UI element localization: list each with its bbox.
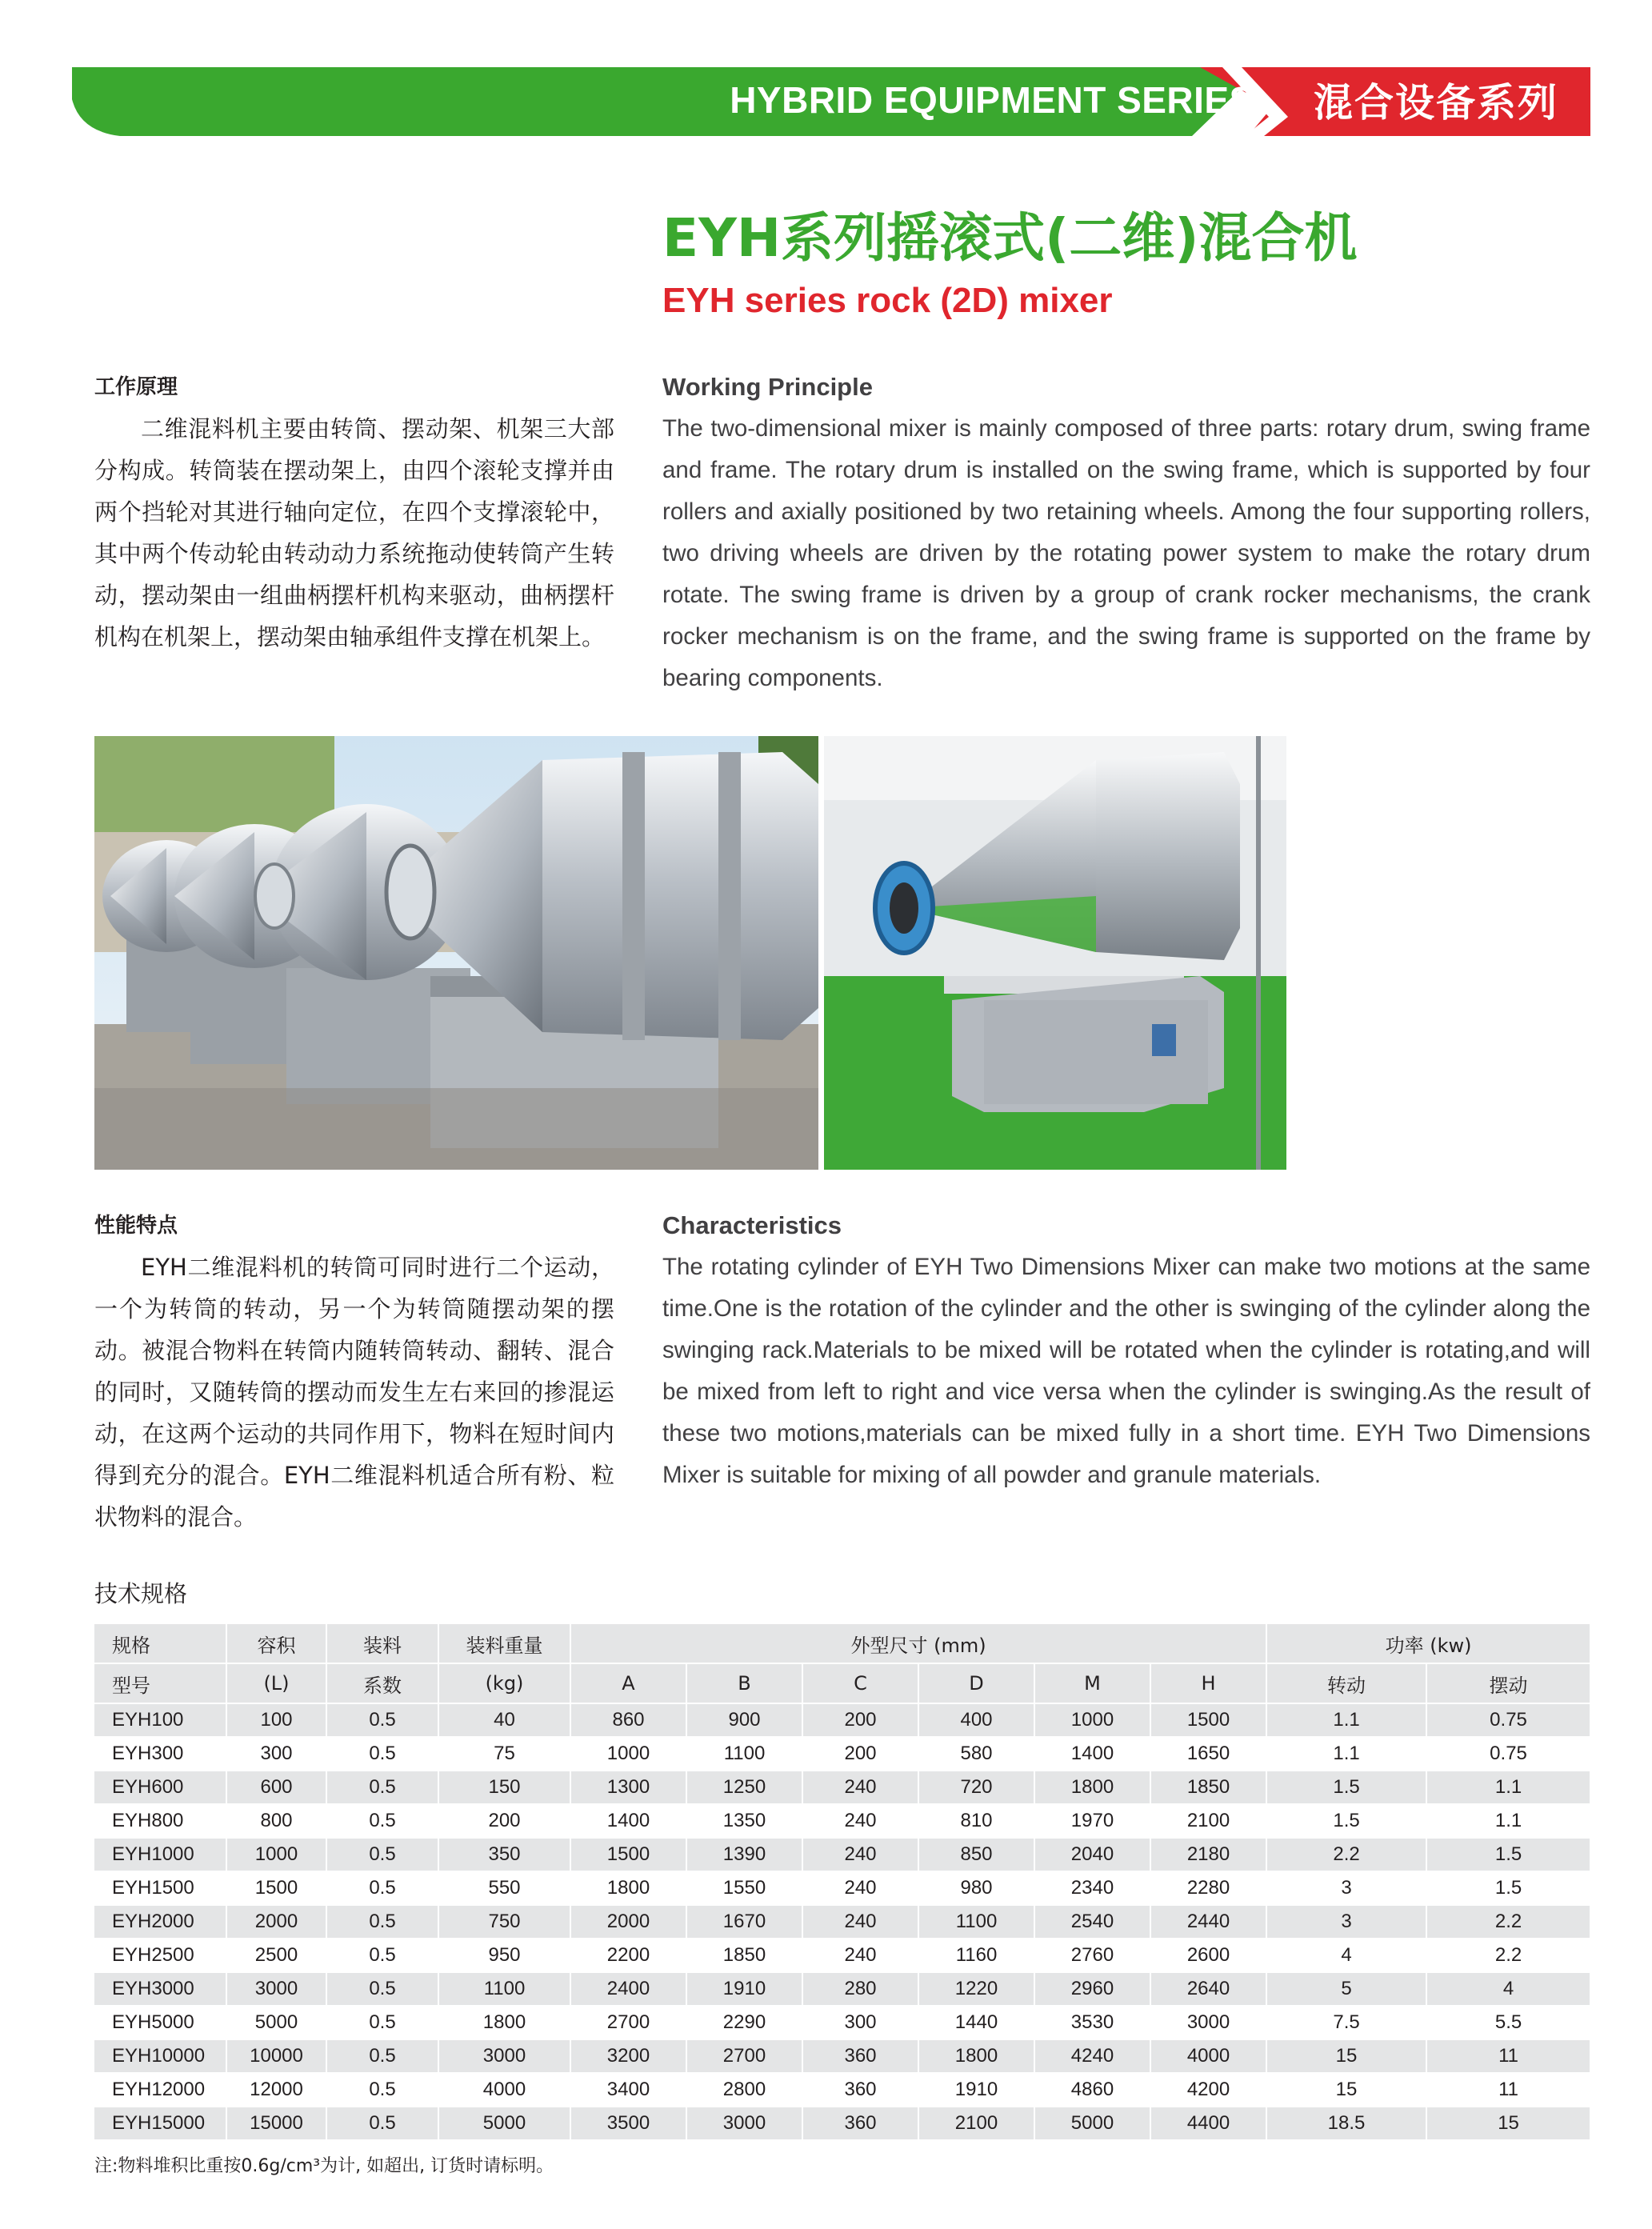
table-cell: 240 bbox=[802, 1905, 918, 1939]
table-cell: 4000 bbox=[438, 2073, 570, 2107]
table-cell: 0.5 bbox=[326, 2107, 438, 2140]
table-cell: 1160 bbox=[918, 1939, 1034, 1972]
table-cell: 1000 bbox=[1034, 1703, 1150, 1737]
col-model-l1: 规格 bbox=[94, 1624, 226, 1663]
table-cell: 400 bbox=[918, 1703, 1034, 1737]
table-cell: 2.2 bbox=[1266, 1838, 1426, 1871]
table-cell: 1.5 bbox=[1426, 1838, 1590, 1871]
table-cell: 75 bbox=[438, 1737, 570, 1771]
table-cell: 1400 bbox=[570, 1804, 686, 1838]
table-cell: 4240 bbox=[1034, 2039, 1150, 2073]
characteristics-text-cn: EYH二维混料机的转筒可同时进行二个运动，一个为转筒的转动，另一个为转筒随摆动架的摆动。被混合物料在转筒内随转筒转动、翻转、混合的同时，又随转筒的摆动而发生左右来回的掺混运动，在这两个运动的共同作用下，物料在短时间内得到充分的混合。EYH二维混料机适合所有粉、粒状物料的混合。 bbox=[94, 1254, 614, 1531]
table-cell: 3 bbox=[1266, 1871, 1426, 1905]
page-title-cn: EYH系列摇滚式(二维)混合机 bbox=[662, 207, 1358, 269]
working-principle-heading-en: Working Principle bbox=[662, 373, 873, 401]
table-cell: 1100 bbox=[686, 1737, 802, 1771]
header-banner bbox=[72, 67, 1590, 136]
table-cell: 1000 bbox=[226, 1838, 326, 1871]
table-cell: 4200 bbox=[1150, 2073, 1266, 2107]
table-cell: EYH3000 bbox=[94, 1972, 226, 2006]
spec-header-row-1 bbox=[94, 1624, 1590, 1663]
table-cell: 1910 bbox=[918, 2073, 1034, 2107]
table-cell: 980 bbox=[918, 1871, 1034, 1905]
characteristics-text-en: The rotating cylinder of EYH Two Dimensions Mixer can make two motions at the same time.One is the rotation of the cylinder and the other is swinging of the cylinder along the swinging rack.Materials to be mixed will be rotated when the cylinder is rotating,and will be mixed from left to right and vice versa when the cylinder is swinging.As the result of these two motions,materials can be mixed fully in a short time. EYH Two Dimensions Mixer is suitable for mixing of all powder and granule materials. bbox=[662, 1254, 1590, 1488]
table-row bbox=[94, 1939, 1590, 1972]
table-cell: 3400 bbox=[570, 2073, 686, 2107]
table-cell: 1800 bbox=[570, 1871, 686, 1905]
characteristics-heading-en: Characteristics bbox=[662, 1211, 842, 1239]
table-row bbox=[94, 2006, 1590, 2039]
table-cell: 1100 bbox=[438, 1972, 570, 2006]
table-cell: EYH2000 bbox=[94, 1905, 226, 1939]
table-cell: 1970 bbox=[1034, 1804, 1150, 1838]
table-cell: 0.5 bbox=[326, 1972, 438, 2006]
table-cell: EYH5000 bbox=[94, 2006, 226, 2039]
table-cell: 1100 bbox=[918, 1905, 1034, 1939]
table-cell: 200 bbox=[802, 1737, 918, 1771]
table-cell: 0.5 bbox=[326, 1905, 438, 1939]
table-cell: 2500 bbox=[226, 1939, 326, 1972]
characteristics-heading-cn: 性能特点 bbox=[94, 1214, 178, 1238]
table-cell: 2700 bbox=[570, 2006, 686, 2039]
table-cell: 1390 bbox=[686, 1838, 802, 1871]
table-cell: 750 bbox=[438, 1905, 570, 1939]
table-cell: 5000 bbox=[1034, 2107, 1150, 2140]
table-cell: 5.5 bbox=[1426, 2006, 1590, 2039]
table-cell: 1500 bbox=[1150, 1703, 1266, 1737]
table-cell: 0.5 bbox=[326, 2006, 438, 2039]
table-cell: 10000 bbox=[226, 2039, 326, 2073]
table-cell: 5000 bbox=[438, 2107, 570, 2140]
table-cell: 18.5 bbox=[1266, 2107, 1426, 2140]
table-row bbox=[94, 1972, 1590, 2006]
table-cell: 2040 bbox=[1034, 1838, 1150, 1871]
table-cell: 2290 bbox=[686, 2006, 802, 2039]
col-model-l2: 型号 bbox=[94, 1663, 226, 1703]
table-cell: 580 bbox=[918, 1737, 1034, 1771]
table-cell: 5 bbox=[1266, 1972, 1426, 2006]
table-cell: 1670 bbox=[686, 1905, 802, 1939]
table-cell: 1800 bbox=[438, 2006, 570, 2039]
table-cell: EYH100 bbox=[94, 1703, 226, 1737]
table-cell: 360 bbox=[802, 2107, 918, 2140]
table-row bbox=[94, 1838, 1590, 1871]
col-dim-m: M bbox=[1034, 1663, 1150, 1703]
col-power-swing: 摆动 bbox=[1426, 1663, 1590, 1703]
photo-mixers-row bbox=[94, 736, 818, 1170]
table-cell: 0.75 bbox=[1426, 1703, 1590, 1737]
table-cell: 0.5 bbox=[326, 1871, 438, 1905]
table-cell: 15 bbox=[1266, 2039, 1426, 2073]
table-row bbox=[94, 1703, 1590, 1737]
table-cell: 150 bbox=[438, 1771, 570, 1804]
table-row bbox=[94, 2073, 1590, 2107]
col-weight-l2: (kg) bbox=[438, 1663, 570, 1703]
table-cell: EYH15000 bbox=[94, 2107, 226, 2140]
table-cell: 2180 bbox=[1150, 1838, 1266, 1871]
table-cell: 2200 bbox=[570, 1939, 686, 1972]
spec-footnote: 注:物料堆积比重按0.6g/cm³为计, 如超出, 订货时请标明。 bbox=[94, 2156, 554, 2176]
photo-single-mixer bbox=[824, 736, 1286, 1170]
table-cell: 40 bbox=[438, 1703, 570, 1737]
col-volume-l1: 容积 bbox=[226, 1624, 326, 1663]
table-cell: 11 bbox=[1426, 2039, 1590, 2073]
table-cell: 2000 bbox=[570, 1905, 686, 1939]
table-cell: 1550 bbox=[686, 1871, 802, 1905]
table-cell: 4000 bbox=[1150, 2039, 1266, 2073]
table-cell: EYH300 bbox=[94, 1737, 226, 1771]
series-title-en: HYBRID EQUIPMENT SERIES bbox=[730, 79, 1254, 121]
col-factor-l2: 系数 bbox=[326, 1663, 438, 1703]
table-cell: 1500 bbox=[570, 1838, 686, 1871]
table-cell: 2440 bbox=[1150, 1905, 1266, 1939]
table-cell: 0.5 bbox=[326, 1804, 438, 1838]
table-cell: 280 bbox=[802, 1972, 918, 2006]
table-cell: 0.5 bbox=[326, 1703, 438, 1737]
table-cell: 0.5 bbox=[326, 1771, 438, 1804]
table-cell: 300 bbox=[802, 2006, 918, 2039]
working-principle-heading-cn: 工作原理 bbox=[94, 375, 178, 399]
table-cell: 600 bbox=[226, 1771, 326, 1804]
table-cell: 15000 bbox=[226, 2107, 326, 2140]
table-cell: 15 bbox=[1266, 2073, 1426, 2107]
col-volume-l2: (L) bbox=[226, 1663, 326, 1703]
table-cell: 360 bbox=[802, 2039, 918, 2073]
table-cell: 3530 bbox=[1034, 2006, 1150, 2039]
table-row bbox=[94, 1871, 1590, 1905]
table-cell: 2400 bbox=[570, 1972, 686, 2006]
col-power: 功率 (kw) bbox=[1266, 1624, 1590, 1663]
col-power-rotation: 转动 bbox=[1266, 1663, 1426, 1703]
table-cell: 2100 bbox=[1150, 1804, 1266, 1838]
table-cell: 1.5 bbox=[1266, 1804, 1426, 1838]
table-cell: 2760 bbox=[1034, 1939, 1150, 1972]
table-cell: 5000 bbox=[226, 2006, 326, 2039]
table-cell: 3000 bbox=[438, 2039, 570, 2073]
table-cell: 950 bbox=[438, 1939, 570, 1972]
working-principle-text-en: The two-dimensional mixer is mainly composed of three parts: rotary drum, swing frame and frame. The rotary drum is installed on the swing frame, which is supported by four rollers and axially positioned by two retaining wheels. Among the four supporting rollers, two driving wheels are driven by the rotating power system to make the rotary drum rotate. The swing frame is driven by a group of crank rocker mechanisms, the crank rocker mechanism is on the frame, and the swing frame is supported on the frame by bearing components. bbox=[662, 415, 1590, 691]
table-cell: 2100 bbox=[918, 2107, 1034, 2140]
table-cell: 850 bbox=[918, 1838, 1034, 1871]
table-row bbox=[94, 1771, 1590, 1804]
table-cell: 1850 bbox=[686, 1939, 802, 1972]
table-cell: 240 bbox=[802, 1771, 918, 1804]
table-cell: 2700 bbox=[686, 2039, 802, 2073]
table-cell: 2540 bbox=[1034, 1905, 1150, 1939]
table-cell: 1800 bbox=[1034, 1771, 1150, 1804]
table-cell: 15 bbox=[1426, 2107, 1590, 2140]
table-cell: 1800 bbox=[918, 2039, 1034, 2073]
table-cell: 1440 bbox=[918, 2006, 1034, 2039]
table-cell: EYH12000 bbox=[94, 2073, 226, 2107]
table-cell: 3000 bbox=[226, 1972, 326, 2006]
table-cell: 7.5 bbox=[1266, 2006, 1426, 2039]
page-title-en: EYH series rock (2D) mixer bbox=[662, 281, 1113, 320]
table-cell: 3200 bbox=[570, 2039, 686, 2073]
table-cell: 1350 bbox=[686, 1804, 802, 1838]
table-row bbox=[94, 2107, 1590, 2140]
table-cell: 3000 bbox=[1150, 2006, 1266, 2039]
table-cell: 0.5 bbox=[326, 2039, 438, 2073]
col-dim-d: D bbox=[918, 1663, 1034, 1703]
table-cell: 2280 bbox=[1150, 1871, 1266, 1905]
table-cell: 12000 bbox=[226, 2073, 326, 2107]
table-cell: 240 bbox=[802, 1838, 918, 1871]
table-cell: 1.1 bbox=[1426, 1804, 1590, 1838]
col-dim-h: H bbox=[1150, 1663, 1266, 1703]
table-cell: 2.2 bbox=[1426, 1939, 1590, 1972]
spec-table bbox=[94, 1624, 1591, 2141]
table-cell: 2600 bbox=[1150, 1939, 1266, 1972]
col-weight-l1: 装料重量 bbox=[438, 1624, 570, 1663]
table-cell: 1650 bbox=[1150, 1737, 1266, 1771]
spec-table-body bbox=[94, 1703, 1590, 2140]
table-cell: 1850 bbox=[1150, 1771, 1266, 1804]
table-cell: 3 bbox=[1266, 1905, 1426, 1939]
table-cell: 3500 bbox=[570, 2107, 686, 2140]
table-cell: 1.1 bbox=[1426, 1771, 1590, 1804]
table-cell: 0.75 bbox=[1426, 1737, 1590, 1771]
table-cell: EYH800 bbox=[94, 1804, 226, 1838]
table-cell: 300 bbox=[226, 1737, 326, 1771]
table-cell: 11 bbox=[1426, 2073, 1590, 2107]
spec-table-title: 技术规格 bbox=[94, 1580, 188, 1607]
table-cell: 4860 bbox=[1034, 2073, 1150, 2107]
table-cell: 240 bbox=[802, 1871, 918, 1905]
table-cell: 1.5 bbox=[1266, 1771, 1426, 1804]
table-cell: 240 bbox=[802, 1939, 918, 1972]
mixers-row-image bbox=[94, 736, 818, 1170]
table-cell: 2000 bbox=[226, 1905, 326, 1939]
table-cell: 0.5 bbox=[326, 1939, 438, 1972]
table-cell: 720 bbox=[918, 1771, 1034, 1804]
table-row bbox=[94, 1737, 1590, 1771]
table-cell: 860 bbox=[570, 1703, 686, 1737]
table-cell: 810 bbox=[918, 1804, 1034, 1838]
col-factor-l1: 装料 bbox=[326, 1624, 438, 1663]
table-cell: 1220 bbox=[918, 1972, 1034, 2006]
table-cell: 200 bbox=[438, 1804, 570, 1838]
col-dim-c: C bbox=[802, 1663, 918, 1703]
table-cell: 2340 bbox=[1034, 1871, 1150, 1905]
table-cell: 800 bbox=[226, 1804, 326, 1838]
single-mixer-image bbox=[824, 736, 1286, 1170]
table-cell: 550 bbox=[438, 1871, 570, 1905]
col-dim-b: B bbox=[686, 1663, 802, 1703]
table-cell: 200 bbox=[802, 1703, 918, 1737]
table-cell: 1300 bbox=[570, 1771, 686, 1804]
table-cell: 1400 bbox=[1034, 1737, 1150, 1771]
table-row bbox=[94, 1905, 1590, 1939]
table-cell: 350 bbox=[438, 1838, 570, 1871]
table-cell: 4400 bbox=[1150, 2107, 1266, 2140]
table-cell: 1500 bbox=[226, 1871, 326, 1905]
working-principle-text-cn: 二维混料机主要由转筒、摆动架、机架三大部分构成。转筒装在摆动架上，由四个滚轮支撑并由两个挡轮对其进行轴向定位，在四个支撑滚轮中，其中两个传动轮由转动动力系统拖动使转筒产生转动，摆动架由一组曲柄摆杆机构来驱动，曲柄摆杆机构在机架上，摆动架由轴承组件支撑在机架上。 bbox=[94, 415, 614, 650]
table-cell: EYH10000 bbox=[94, 2039, 226, 2073]
table-cell: 1000 bbox=[570, 1737, 686, 1771]
table-cell: 2640 bbox=[1150, 1972, 1266, 2006]
table-cell: 1.1 bbox=[1266, 1703, 1426, 1737]
table-cell: 360 bbox=[802, 2073, 918, 2107]
table-cell: 1.5 bbox=[1426, 1871, 1590, 1905]
table-cell: EYH600 bbox=[94, 1771, 226, 1804]
table-cell: 100 bbox=[226, 1703, 326, 1737]
table-cell: 240 bbox=[802, 1804, 918, 1838]
table-cell: 2.2 bbox=[1426, 1905, 1590, 1939]
col-dim-a: A bbox=[570, 1663, 686, 1703]
table-cell: 0.5 bbox=[326, 1737, 438, 1771]
table-row bbox=[94, 1804, 1590, 1838]
table-cell: 2800 bbox=[686, 2073, 802, 2107]
table-cell: 2960 bbox=[1034, 1972, 1150, 2006]
table-cell: 4 bbox=[1266, 1939, 1426, 1972]
table-cell: EYH1500 bbox=[94, 1871, 226, 1905]
table-cell: 0.5 bbox=[326, 1838, 438, 1871]
table-cell: EYH1000 bbox=[94, 1838, 226, 1871]
table-cell: 1250 bbox=[686, 1771, 802, 1804]
col-dimensions: 外型尺寸 (mm) bbox=[570, 1624, 1266, 1663]
table-cell: 900 bbox=[686, 1703, 802, 1737]
table-cell: 0.5 bbox=[326, 2073, 438, 2107]
table-cell: EYH2500 bbox=[94, 1939, 226, 1972]
table-cell: 4 bbox=[1426, 1972, 1590, 2006]
table-cell: 1910 bbox=[686, 1972, 802, 2006]
table-cell: 3000 bbox=[686, 2107, 802, 2140]
table-cell: 1.1 bbox=[1266, 1737, 1426, 1771]
series-title-cn: 混合设备系列 bbox=[1313, 80, 1558, 126]
table-row bbox=[94, 2039, 1590, 2073]
spec-header-row-2 bbox=[94, 1663, 1590, 1703]
